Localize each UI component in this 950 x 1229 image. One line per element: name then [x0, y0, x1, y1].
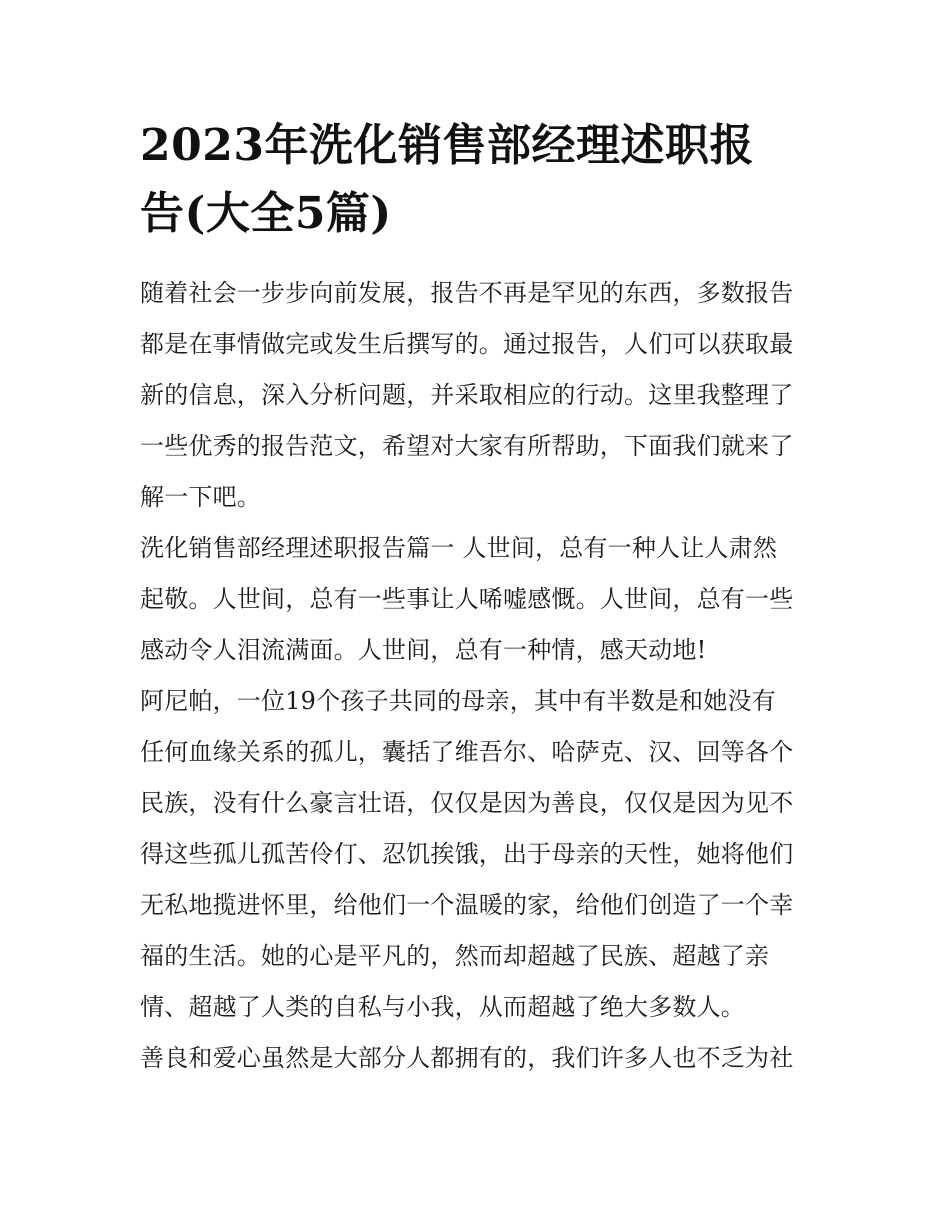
paragraph-anipa: 阿尼帕，一位19个孩子共同的母亲，其中有半数是和她没有 任何血缘关系的孤儿，囊括了维吾尔、哈萨克、汉、回等各个 民族，没有什么豪言壮语，仅仅是因为善良，仅仅是因为见不 得这些孤儿孤苦伶仃、忍饥挨饿，出于母亲的天性，她将他们 无私地揽进怀里，给他们一个温暖的家，给他们创造了一个幸 福的生活。她的心是平凡的，然而却超越了民族、超越了亲 情、超越了人类的自私与小我，从而超越了绝大多数人。 [140, 687, 794, 1021]
document-page [140, 112, 812, 1084]
paragraph-section-one: 洗化销售部经理述职报告篇一 人世间，总有一种人让人肃然 起敬。人世间，总有一些事让人唏嘘感慨。人世间，总有一些 感动令人泪流满面。人世间，总有一种情，感天动地! [140, 534, 794, 664]
paragraph-kindness: 善良和爱心虽然是大部分人都拥有的，我们许多人也不乏为社 [140, 1044, 794, 1072]
paragraph-intro: 随着社会一步步向前发展，报告不再是罕见的东西，多数报告 都是在事情做完或发生后撰写的。通过报告，人们可以获取最 新的信息，深入分析问题，并采取相应的行动。这里我整理了 一些优秀的报告范文，希望对大家有所帮助，下面我们就来了 解一下吧。 [140, 279, 794, 511]
document-title: 2023年洗化销售部经理述职报 告(大全5篇) [140, 120, 754, 239]
document-body [140, 268, 812, 1084]
